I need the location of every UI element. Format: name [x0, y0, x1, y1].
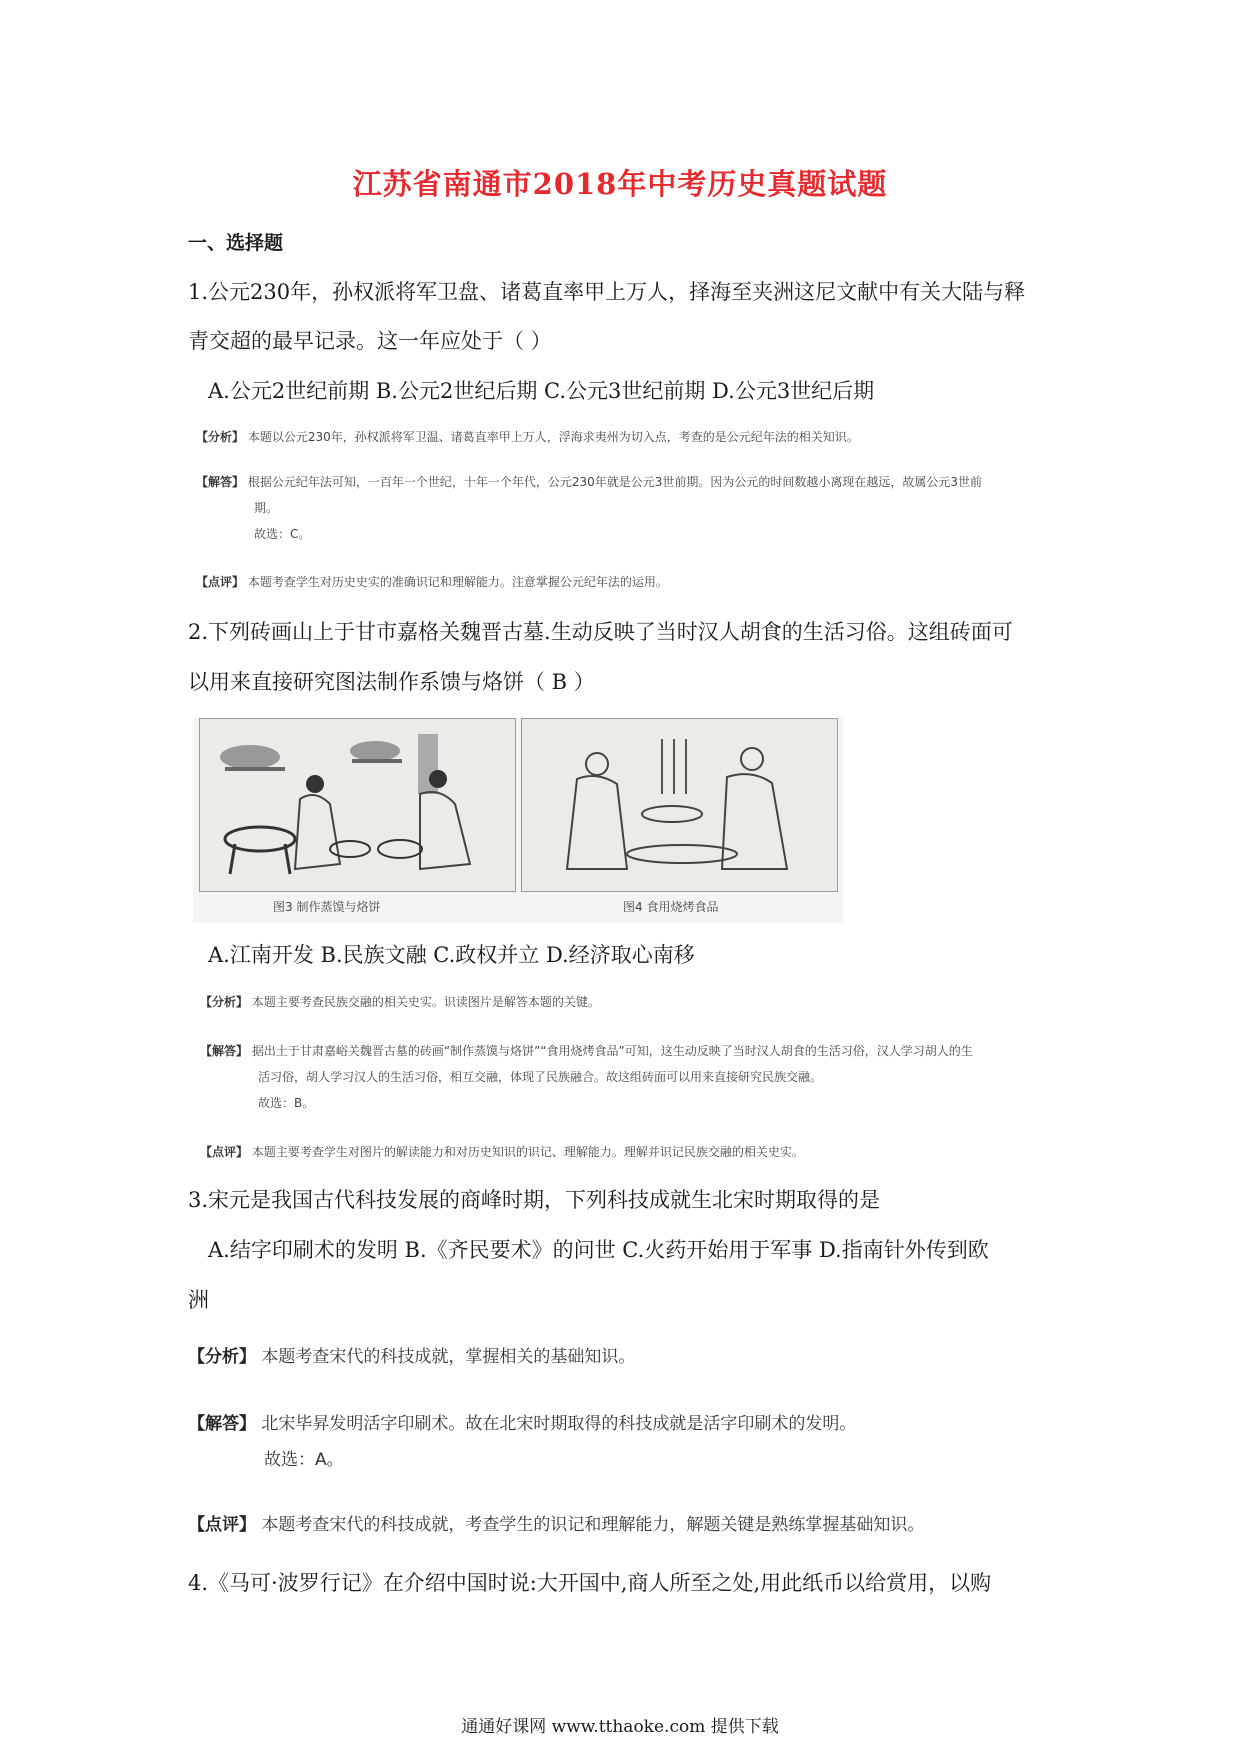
- q2-answer-choice: 故选：B。: [258, 1096, 315, 1110]
- page-footer: 通通好课网 www.tthaoke.com 提供下载: [461, 1717, 779, 1737]
- comment-tag: 【点评】: [188, 1515, 256, 1535]
- analysis-tag: 【分析】: [188, 1347, 256, 1367]
- analysis-tag: 【分析】: [200, 995, 249, 1009]
- q1-stem-line1: 1.公元230年，孙权派将军卫盘、诸葛直率甲上万人，择海至夹洲这尼文献中有关大陆与释: [188, 280, 1026, 304]
- q1-answer-choice: 故选：C。: [254, 527, 311, 541]
- comment-text: 本题考查学生对历史史实的准确识记和理解能力。注意掌握公元纪年法的运用。: [247, 575, 668, 589]
- q2-stem-line2: 以用来直接研究图法制作系馈与烙饼（ B ）: [188, 670, 595, 694]
- analysis-tag: 【分析】: [196, 430, 245, 444]
- q3-stem: 3.宋元是我国古代科技发展的商峰时期，下列科技成就生北宋时期取得的是: [188, 1188, 881, 1212]
- q2-analysis: [200, 993, 600, 1010]
- q2-comment: [200, 1143, 804, 1160]
- answer-text: 北宋毕昇发明活字印刷术。故在北宋时期取得的科技成就是活字印刷术的发明。: [261, 1414, 857, 1434]
- q2-answer-line2: 活习俗，胡人学习汉人的生活习俗，相互交融，体现了民族融合。故这组砖面可以用来直接研究民族交融。: [258, 1070, 823, 1084]
- q3-answer-line1: [188, 1409, 856, 1434]
- answer-tag: 【解答】: [188, 1414, 256, 1434]
- q2-stem-line1: 2.下列砖画山上于甘市嘉格关魏晋古墓.生动反映了当时汉人胡食的生活习俗。这组砖面可: [188, 620, 1013, 644]
- figure-4-drawing: [522, 719, 837, 891]
- q3-analysis: [188, 1342, 635, 1367]
- analysis-text: 本题考查宋代的科技成就，掌握相关的基础知识。: [261, 1347, 636, 1367]
- answer-tag: 【解答】: [200, 1044, 249, 1058]
- q2-options: A.江南开发 B.民族文融 C.政权并立 D.经济取心南移: [208, 943, 695, 967]
- q3-options-wrap: 洲: [188, 1288, 209, 1312]
- figure-3-caption: 图3 制作蒸馍与烙饼: [273, 900, 381, 914]
- section-heading: 一、选择题: [188, 232, 284, 254]
- brick-painting-figure: [193, 718, 843, 923]
- q1-answer-line2: 期。: [254, 501, 279, 515]
- comment-tag: 【点评】: [200, 1145, 249, 1159]
- q1-answer-line1: [196, 473, 982, 490]
- q4-stem: 4.《马可·波罗行记》在介绍中国时说:大开国中,商人所至之处,用此纸币以给赏用，以购: [188, 1571, 992, 1595]
- answer-text: 根据公元纪年法可知，一百年一个世纪，十年一个年代，公元230年就是公元3世前期。因为公元的时间数越小离现在越远，故属公元3世前: [247, 475, 983, 489]
- q1-stem-line2: 青交超的最早记录。这一年应处于（ ）: [188, 329, 552, 353]
- q1-options: A.公元2世纪前期 B.公元2世纪后期 C.公元3世纪前期 D.公元3世纪后期: [208, 379, 875, 403]
- q3-comment: [188, 1510, 924, 1535]
- q1-comment: [196, 573, 668, 590]
- q3-options: A.结字印刷术的发明 B.《齐民要术》的问世 C.火药开始用于军事 D.指南针外传到欧: [208, 1238, 989, 1262]
- q3-answer-choice: 故选：A。: [264, 1450, 344, 1470]
- q1-analysis: [196, 428, 859, 445]
- analysis-text: 本题主要考查民族交融的相关史实。识读图片是解答本题的关键。: [251, 995, 600, 1009]
- figure-panel-right: [521, 718, 838, 892]
- figure-4-caption: 图4 食用烧烤食品: [623, 900, 719, 914]
- answer-text: 据出土于甘肃嘉峪关魏晋古墓的砖画“制作蒸馍与烙饼”“食用烧烤食品”可知，这生动反映了当时汉人胡食的生活习俗，汉人学习胡人的生: [251, 1044, 973, 1058]
- document-title: 江苏省南通市2018年中考历史真题试题: [352, 167, 888, 201]
- answer-tag: 【解答】: [196, 475, 245, 489]
- comment-text: 本题考查宋代的科技成就，考查学生的识记和理解能力，解题关键是熟练掌握基础知识。: [261, 1515, 925, 1535]
- figure-panel-left: [199, 718, 516, 892]
- comment-text: 本题主要考查学生对图片的解读能力和对历史知识的识记、理解能力。理解并识记民族交融的相关史实。: [251, 1145, 804, 1159]
- figure-3-drawing: [200, 719, 515, 891]
- analysis-text: 本题以公元230年，孙权派将军卫温、诸葛直率甲上万人，浮海求夷州为切入点，考查的是公元纪年法的相关知识。: [247, 430, 859, 444]
- comment-tag: 【点评】: [196, 575, 245, 589]
- q2-answer-line1: [200, 1042, 973, 1059]
